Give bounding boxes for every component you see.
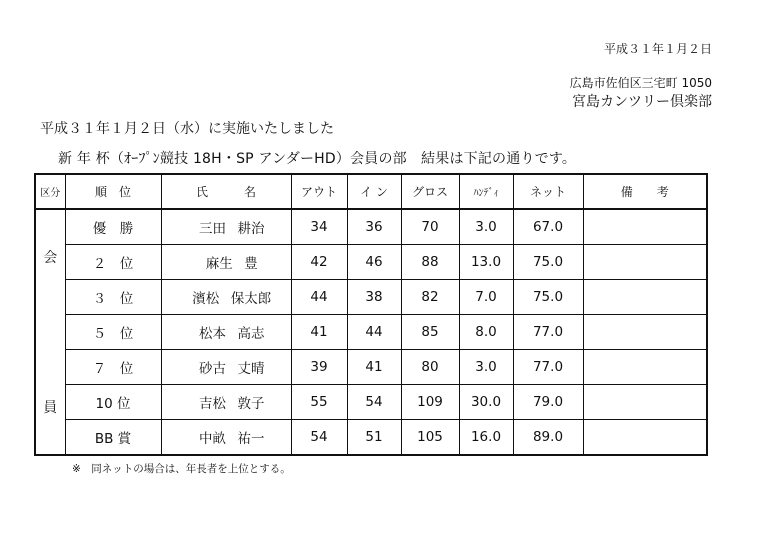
gross-cell: 105 <box>401 420 459 456</box>
family-name: 砂古 <box>199 361 226 377</box>
given-name: 耕治 <box>237 221 265 237</box>
rank-cell: ５ 位 <box>65 315 161 350</box>
remarks-cell <box>583 209 707 245</box>
name-cell <box>161 209 291 245</box>
net-cell: 77.0 <box>513 315 583 350</box>
table-row <box>35 385 707 420</box>
handicap-cell: 30.0 <box>459 385 513 420</box>
given-name: 高志 <box>237 326 265 342</box>
col-header-gross: グロス <box>401 174 459 209</box>
net-cell: 67.0 <box>513 209 583 245</box>
results-table <box>34 173 708 456</box>
col-header-name: 氏 名 <box>161 174 291 209</box>
net-cell: 77.0 <box>513 350 583 385</box>
gross-cell: 109 <box>401 385 459 420</box>
name-cell <box>161 350 291 385</box>
rank-cell: 優 勝 <box>65 209 161 245</box>
out-cell: 44 <box>291 280 347 315</box>
remarks-cell <box>583 315 707 350</box>
rank-cell: ２ 位 <box>65 245 161 280</box>
col-header-remarks: 備 考 <box>583 174 707 209</box>
table-row <box>35 420 707 456</box>
document-date: 平成３１年１月２日 <box>603 42 712 56</box>
category-top-char: 会 <box>43 250 58 266</box>
handicap-cell: 13.0 <box>459 245 513 280</box>
remarks-cell <box>583 280 707 315</box>
table-row <box>35 245 707 280</box>
results-headline: 新 年 杯（ｵｰﾌﾟﾝ競技 18H・SP アンダーHD）会員の部 結果は下記の通りです。 <box>58 151 577 167</box>
net-cell: 79.0 <box>513 385 583 420</box>
name-cell <box>161 315 291 350</box>
rank-cell: 10 位 <box>65 385 161 420</box>
remarks-cell <box>583 420 707 456</box>
out-cell: 55 <box>291 385 347 420</box>
handicap-cell: 3.0 <box>459 350 513 385</box>
out-cell: 42 <box>291 245 347 280</box>
gross-cell: 85 <box>401 315 459 350</box>
name-cell <box>161 420 291 456</box>
club-address: 広島市佐伯区三宅町 1050 <box>569 76 712 90</box>
club-name: 宮島カンツリー倶楽部 <box>572 94 712 110</box>
given-name: 敦子 <box>237 396 265 412</box>
remarks-cell <box>583 350 707 385</box>
col-header-category: 区分 <box>35 174 65 209</box>
table-row <box>35 209 707 245</box>
in-cell: 41 <box>347 350 401 385</box>
category-bottom-char: 員 <box>43 400 58 416</box>
col-header-net: ネット <box>513 174 583 209</box>
handicap-cell: 8.0 <box>459 315 513 350</box>
in-cell: 54 <box>347 385 401 420</box>
rank-cell: ７ 位 <box>65 350 161 385</box>
given-name: 豊 <box>244 256 258 272</box>
handicap-cell: 16.0 <box>459 420 513 456</box>
net-cell: 75.0 <box>513 280 583 315</box>
out-cell: 41 <box>291 315 347 350</box>
family-name: 中畝 <box>199 431 226 447</box>
family-name: 吉松 <box>199 396 226 412</box>
col-header-out: アウト <box>291 174 347 209</box>
given-name: 丈晴 <box>237 361 265 377</box>
name-cell <box>161 245 291 280</box>
rank-cell: ３ 位 <box>65 280 161 315</box>
given-name: 保太郎 <box>230 291 272 307</box>
family-name: 麻生 <box>205 256 233 272</box>
given-name: 祐一 <box>237 431 265 447</box>
out-cell: 34 <box>291 209 347 245</box>
gross-cell: 80 <box>401 350 459 385</box>
in-cell: 46 <box>347 245 401 280</box>
name-cell <box>161 280 291 315</box>
gross-cell: 70 <box>401 209 459 245</box>
in-cell: 44 <box>347 315 401 350</box>
col-header-in: イ ン <box>347 174 401 209</box>
net-cell: 75.0 <box>513 245 583 280</box>
out-cell: 39 <box>291 350 347 385</box>
handicap-cell: 7.0 <box>459 280 513 315</box>
col-header-handicap: ﾊﾝﾃﾞｨ <box>459 174 513 209</box>
name-cell <box>161 385 291 420</box>
gross-cell: 82 <box>401 280 459 315</box>
out-cell: 54 <box>291 420 347 456</box>
table-row <box>35 315 707 350</box>
in-cell: 51 <box>347 420 401 456</box>
in-cell: 36 <box>347 209 401 245</box>
table-row <box>35 280 707 315</box>
table-header-row <box>35 174 707 209</box>
col-header-rank: 順 位 <box>65 174 161 209</box>
intro-text: 平成３１年１月２日（水）に実施いたしました <box>40 121 334 137</box>
remarks-cell <box>583 245 707 280</box>
family-name: 松本 <box>199 326 226 342</box>
handicap-cell: 3.0 <box>459 209 513 245</box>
remarks-cell <box>583 385 707 420</box>
rank-cell: BB 賞 <box>65 420 161 456</box>
footnote: ※ 同ネットの場合は、年長者を上位とする。 <box>72 463 291 475</box>
category-cell <box>35 209 65 455</box>
in-cell: 38 <box>347 280 401 315</box>
table-row <box>35 350 707 385</box>
net-cell: 89.0 <box>513 420 583 456</box>
gross-cell: 88 <box>401 245 459 280</box>
family-name: 濱松 <box>192 291 220 307</box>
family-name: 三田 <box>199 221 226 237</box>
